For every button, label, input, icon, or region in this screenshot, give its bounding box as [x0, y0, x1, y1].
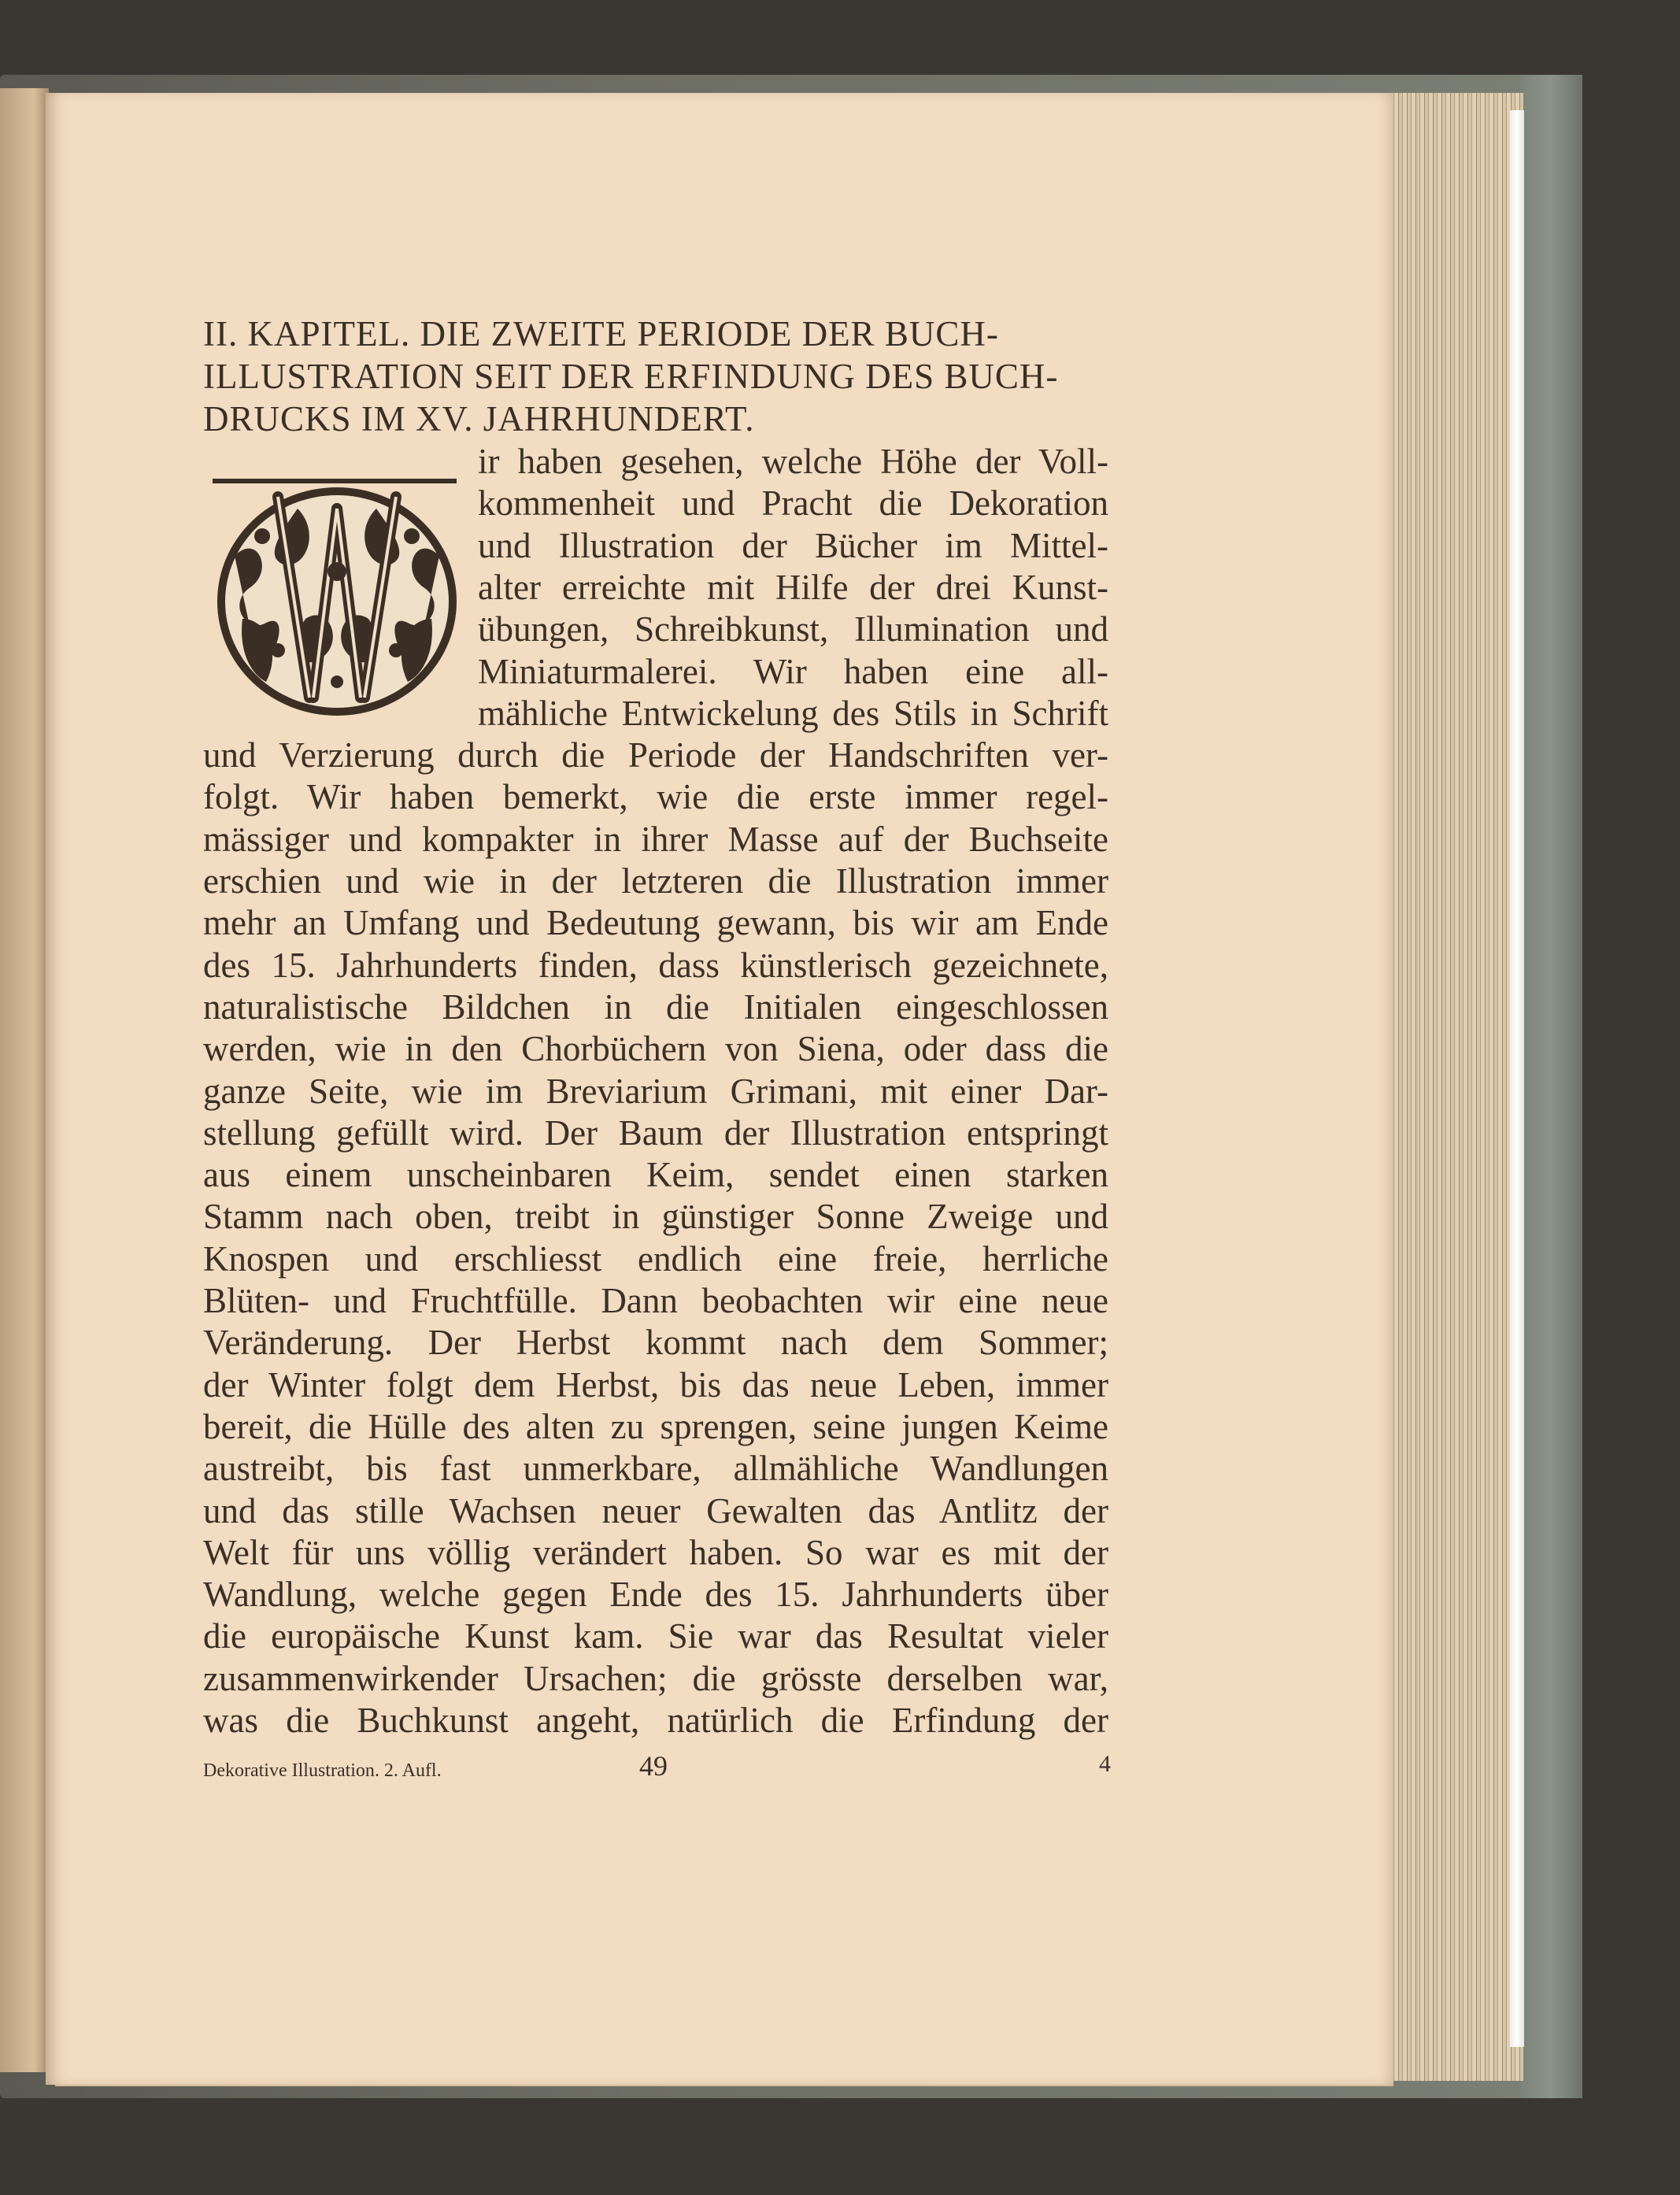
- body-line: und das stille Wachsen neuer Gewalten das Antlitz der: [203, 1490, 1108, 1531]
- body-line: Stamm nach oben, treibt in günstiger Sonne Zweige und: [203, 1197, 1108, 1237]
- page-edges-white: [1510, 110, 1524, 2047]
- body-line: ir haben gesehen, welche Höhe der Voll-: [478, 442, 1108, 481]
- body-line: stellung gefüllt wird. Der Baum der Illustration entspringt: [203, 1112, 1108, 1153]
- body-line: zusammenwirkender Ursachen; die grösste derselben war,: [203, 1658, 1108, 1698]
- page-number: 49: [639, 1750, 668, 1782]
- sheet-number: 4: [1099, 1751, 1111, 1777]
- body-line: und Illustration der Bücher im Mittel-: [478, 525, 1108, 565]
- body-line: des 15. Jahrhunderts finden, dass künstlerisch gezeichnete,: [203, 945, 1108, 985]
- body-line: was die Buchkunst angeht, natürlich die Erfindung der: [203, 1701, 1108, 1740]
- chapter-heading-line-1: II. KAPITEL. DIE ZWEITE PERIODE DER BUCH-: [203, 314, 999, 353]
- body-line: mähliche Entwickelung des Stils in Schrift: [478, 693, 1108, 733]
- page-edges: [1386, 93, 1523, 2081]
- body-line: austreibt, bis fast unmerkbare, allmähliche Wandlungen: [203, 1449, 1108, 1489]
- body-line: Welt für uns völlig verändert haben. So war es mit der: [203, 1532, 1108, 1572]
- body-line: und Verzierung durch die Periode der Handschriften ver-: [203, 735, 1108, 775]
- body-line: Miniaturmalerei. Wir haben eine all-: [478, 651, 1108, 691]
- body-line: bereit, die Hülle des alten zu sprengen, seine jungen Keime: [203, 1406, 1108, 1446]
- body-line: aus einem unscheinbaren Keim, sendet einen starken: [203, 1155, 1108, 1195]
- body-line: folgt. Wir haben bemerkt, wie die erste immer regel-: [203, 777, 1108, 817]
- body-line: kommenheit und Pracht die Dekoration: [478, 483, 1108, 524]
- body-line: ganze Seite, wie im Breviarium Grimani, mit einer Dar-: [203, 1071, 1108, 1111]
- left-page-sliver: [0, 88, 49, 2072]
- body-line: übungen, Schreibkunst, Illumination und: [478, 609, 1108, 650]
- body-line: erschien und wie in der letzteren die Illustration immer: [203, 861, 1108, 901]
- body-line: alter erreichte mit Hilfe der drei Kunst-: [478, 567, 1108, 607]
- body-line: mässiger und kompakter in ihrer Masse auf der Buchseite: [203, 819, 1108, 859]
- body-line: mehr an Umfang und Bedeutung gewann, bis wir am Ende: [203, 903, 1108, 943]
- ornamental-initial-w-icon: [203, 461, 464, 717]
- body-line: der Winter folgt dem Herbst, bis das neue Leben, immer: [203, 1364, 1108, 1405]
- body-line: Blüten- und Fruchtfülle. Dann beobachten wir eine neue: [203, 1281, 1108, 1320]
- body-line: Wandlung, welche gegen Ende des 15. Jahrhunderts über: [203, 1575, 1108, 1615]
- body-line: die europäische Kunst kam. Sie war das Resultat vieler: [203, 1616, 1108, 1656]
- footer-signature: Dekorative Illustration. 2. Aufl.: [203, 1760, 442, 1781]
- body-line: Veränderung. Der Herbst kommt nach dem Sommer;: [203, 1323, 1108, 1363]
- chapter-heading-line-2: ILLUSTRATION SEIT DER ERFINDUNG DES BUCH-: [203, 357, 1059, 396]
- body-line: werden, wie in den Chorbüchern von Siena, oder dass die: [203, 1029, 1108, 1069]
- body-line: naturalistische Bildchen in die Initialen eingeschlossen: [203, 986, 1108, 1027]
- body-line: Knospen und erschliesst endlich eine freie, herrliche: [203, 1238, 1108, 1279]
- chapter-heading-line-3: DRUCKS IM XV. JAHRHUNDERT.: [203, 399, 755, 439]
- book-cover-edge: [1519, 75, 1582, 2098]
